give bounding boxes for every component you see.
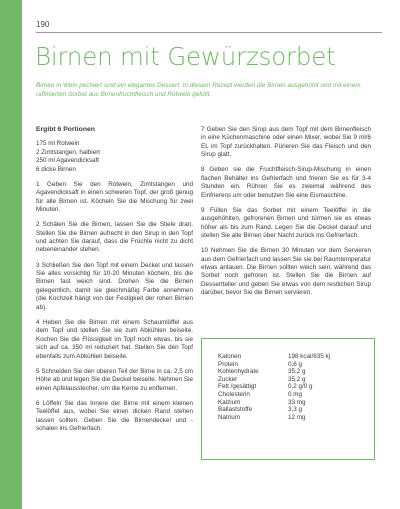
nutrition-value: 35,2 g <box>288 375 306 383</box>
step-3: 3 Schließen Sie den Topf mit einem Deckel und lassen Sie alles vorsichtig für 10-20 Minuten köcheln, bis die Birnen fast weich sind. Drehen Sie die Birnen gelegentlich, damit sie gleichmäßig Farbe annehmen (die Kochzeit hängt von der Festigkeit der rohen Birnen ab). <box>36 261 193 311</box>
left-column <box>36 126 193 440</box>
nutrition-label: Cholesterin <box>218 390 250 398</box>
recipe-intro: Birnen in Wein pochiert sind ein elegantes Dessert. In diesem Rezept werden die Birnen ausgehöhlt und mit einem raffinierten Sorbet aus Birnenfruchtfleisch und Rotwein gefüllt. <box>36 82 361 98</box>
top-rule <box>36 32 382 33</box>
step-7: 7 Geben Sie den Sirup aus dem Topf mit dem Birnenfleisch in eine Küchenmaschine oder einen Mixer, wobei Sie 9 ml/6 EL im Topf zurückhalten. Pürieren Sie das Fleisch und den Sirup glatt. <box>201 126 371 159</box>
step-9: 9 Füllen Sie das Sorbet mit einem Teelöffel in die ausgehöhlten, gefrorenen Birnen und türmen sie es etwas höher als bis zum Rand. Legen Sie die Deckel darauf und stellen Sie alle Birnen über Nacht zurück ins Gefrierfach. <box>201 206 371 240</box>
nutrition-value: 198 kcal/835 kj <box>288 353 331 360</box>
ingredient-item: 250 ml Agavendicksaft <box>36 157 100 165</box>
ingredient-item: 175 ml Rotwein <box>36 140 80 148</box>
nutrition-row <box>218 399 330 407</box>
step-6: 6 Löffeln Sie das Innere der Birne mit einem kleinen Teelöffel aus, wobei Sie einen dicken Rand stehen lassen sollten. Geben Sie die Birnendeckel und -schalen ins Gefrierfach. <box>36 399 193 432</box>
step-2: 2 Schälen Sie die Birnen, lassen Sie die Stiele dran. Stellen Sie die Birnen aufrecht in den Sirup in den Topf und achten Sie darauf, dass die Früchte nicht zu dicht nebeneinander stehen. <box>36 221 193 254</box>
nutrition-row <box>218 353 330 361</box>
step-10: 10 Nehmen Sie die Birnen 30 Minuten vor dem Servieren aus dem Gefrierfach und lassen Sie sie bei Raumtemperatur etwas antauen. Die Birnen sollten weich sein, während das Sorbet noch gefroren ist. Stellen Sie die Birnen auf Dessertteller und geben Sie etwas von dem restlichen Sirup darüber, bevor Sie die Birnen servieren. <box>201 247 371 297</box>
green-side-bar <box>0 0 22 509</box>
nutrition-label: Kalorien <box>218 353 242 360</box>
nutrition-row <box>218 391 330 399</box>
nutrition-row <box>218 361 330 369</box>
nutrition-label: Zucker <box>218 375 238 383</box>
ingredient-item: 6 dicke Birnen <box>36 165 76 173</box>
step-8: 8 Geben sie die Fruchtfleisch-Sirup-Mischung in einen flachen Behälter ins Gefrierfach und frieren Sie es für 3-4 Stunden ein. Rühren Sie es zweimal während des Einfrierens um oder benutzen Sie eine Eismaschine. <box>201 166 371 199</box>
step-5: 5 Schneiden Sie den oberen Teil der Birne in ca. 2,5 cm Höhe ab und legen Sie die Deckel beiseite. Nehmen Sie einen Apfelausstecher, um die Kerne zu entfernen. <box>36 367 193 392</box>
ingredient-item: 2 Zimtstangen, halbiert <box>36 148 101 156</box>
nutrition-row <box>218 368 330 376</box>
nutrition-value: 12 mg <box>288 413 306 421</box>
ingredient-list <box>36 140 193 174</box>
nutrition-label: Protein <box>218 360 238 368</box>
nutrition-value: 3,3 g <box>288 406 303 414</box>
nutrition-value: 0 mg <box>288 390 302 398</box>
right-column <box>201 126 371 305</box>
nutrition-value: 0,2 g/0 g <box>288 383 313 391</box>
nutrition-row <box>218 383 330 391</box>
nutrition-label: Kalzium <box>218 398 241 406</box>
nutrition-value: 35,2 g <box>288 368 306 376</box>
nutrition-label: Ballaststoffe <box>218 406 253 414</box>
nutrition-row <box>218 376 330 384</box>
nutrition-row <box>218 414 330 422</box>
servings-heading: Ergibt 6 Portionen <box>36 126 95 133</box>
nutrition-box <box>201 338 375 460</box>
nutrition-row <box>218 406 330 414</box>
nutrition-label: Natrium <box>218 413 241 421</box>
step-4: 4 Heben Sie die Birnen mit einem Schaumlöffel aus dem Topf und stellen Sie sie zum Abkühlen beiseite. Kochen Sie die Flüssigkeit im Topf noch etwas, bis sie sich auf ca. 350 ml reduziert hat. Stellen Sie den Topf ebenfalls zum Abkühlen beiseite. <box>36 318 193 360</box>
page-number: 190 <box>36 20 50 29</box>
nutrition-label: Fett /gesättigt <box>218 383 257 391</box>
recipe-title: Birnen mit Gewürzsorbet <box>35 42 336 71</box>
nutrition-table <box>218 353 330 421</box>
step-1: 1 Geben Sie den Rotwein, Zimtstangen und Agavendicksaft in einen schweren Topf, der groß genug für alle Birnen ist. Köcheln Sie die Mischung für zwei Minuten. <box>36 180 193 214</box>
nutrition-value: 33 mg <box>288 398 306 406</box>
nutrition-label: Kohlenhydrate <box>218 368 259 376</box>
nutrition-value: 0,6 g <box>288 360 303 368</box>
